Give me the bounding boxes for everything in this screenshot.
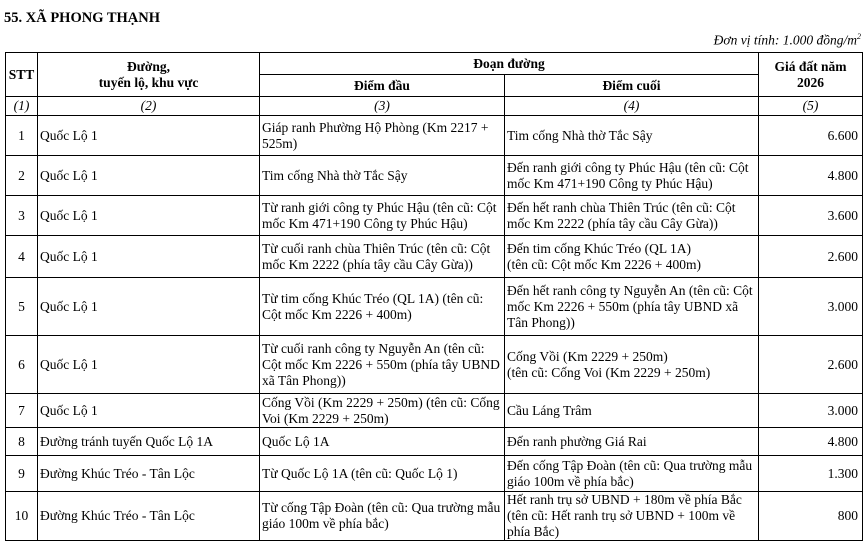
- row-start: Quốc Lộ 1A: [260, 428, 505, 456]
- index-cell: (3): [260, 97, 505, 116]
- header-stt: STT: [6, 53, 38, 97]
- row-start: Từ cuối ranh công ty Nguyễn An (tên cũ: Cột mốc Km 2226 + 550m (phía tây UBND xã Tân Phong)): [260, 336, 505, 394]
- index-cell: (1): [6, 97, 38, 116]
- row-road: Đường Khúc Tréo - Tân Lộc: [38, 456, 260, 492]
- row-road: Đường tránh tuyến Quốc Lộ 1A: [38, 428, 260, 456]
- row-stt: 7: [6, 394, 38, 428]
- row-stt: 1: [6, 116, 38, 156]
- row-end: Đến cống Tập Đoàn (tên cũ: Qua trường mẫu giáo 100m về phía bắc): [505, 456, 759, 492]
- row-start: Từ cuối ranh chùa Thiên Trúc (tên cũ: Cột mốc Km 2222 (phía tây cầu Cây Gừa)): [260, 236, 505, 278]
- section-heading: 55. XÃ PHONG THẠNH: [4, 10, 161, 26]
- row-price: 2.600: [759, 336, 863, 394]
- row-end: Hết ranh trụ sở UBND + 180m về phía Bắc (tên cũ: Hết ranh trụ sở UBND + 100m về phía Bắc): [505, 492, 759, 541]
- row-start: Từ ranh giới công ty Phúc Hậu (tên cũ: Cột mốc Km 471+190 Công ty Phúc Hậu): [260, 196, 505, 236]
- row-end: Đến hết ranh công ty Nguyễn An (tên cũ: Cột mốc Km 2226 + 550m (phía tây UBND xã Tân Phong)): [505, 278, 759, 336]
- row-stt: 4: [6, 236, 38, 278]
- row-stt: 5: [6, 278, 38, 336]
- row-road: Quốc Lộ 1: [38, 196, 260, 236]
- table-row: [6, 156, 863, 196]
- row-start: Cống Vồi (Km 2229 + 250m) (tên cũ: Cống Voi (Km 2229 + 250m): [260, 394, 505, 428]
- row-road: Quốc Lộ 1: [38, 156, 260, 196]
- index-cell: (5): [759, 97, 863, 116]
- row-price: 4.800: [759, 156, 863, 196]
- table-row: [6, 456, 863, 492]
- row-road: Quốc Lộ 1: [38, 236, 260, 278]
- row-end: Đến hết ranh chùa Thiên Trúc (tên cũ: Cột mốc Km 2222 (phía tây cầu Cây Gừa)): [505, 196, 759, 236]
- row-road: Quốc Lộ 1: [38, 394, 260, 428]
- header-end: Điểm cuối: [505, 75, 759, 97]
- row-stt: 9: [6, 456, 38, 492]
- header-segment: Đoạn đường: [260, 53, 759, 75]
- row-end: Cầu Láng Trâm: [505, 394, 759, 428]
- table-row: [6, 116, 863, 156]
- row-stt: 10: [6, 492, 38, 541]
- table-row: [6, 196, 863, 236]
- table-row: [6, 236, 863, 278]
- row-price: 3.000: [759, 394, 863, 428]
- index-row: [6, 97, 863, 116]
- row-price: 1.300: [759, 456, 863, 492]
- header-start: Điểm đầu: [260, 75, 505, 97]
- row-end: Đến ranh giới công ty Phúc Hậu (tên cũ: Cột mốc Km 471+190 Công ty Phúc Hậu): [505, 156, 759, 196]
- unit-note: Đơn vị tính: 1.000 đồng/$m^2$: [713, 32, 861, 48]
- table-row: [6, 336, 863, 394]
- table-row: [6, 428, 863, 456]
- land-price-table: [5, 52, 863, 541]
- row-stt: 3: [6, 196, 38, 236]
- table-row: [6, 278, 863, 336]
- row-start: Từ cống Tập Đoàn (tên cũ: Qua trường mẫu giáo 100m về phía bắc): [260, 492, 505, 541]
- header-road: Đường, tuyến lộ, khu vực: [38, 53, 260, 97]
- row-price: 3.000: [759, 278, 863, 336]
- row-end: Đến tim cống Khúc Tréo (QL 1A) (tên cũ: Cột mốc Km 2226 + 400m): [505, 236, 759, 278]
- row-road: Quốc Lộ 1: [38, 336, 260, 394]
- index-cell: (2): [38, 97, 260, 116]
- row-price: 3.600: [759, 196, 863, 236]
- row-price: 6.600: [759, 116, 863, 156]
- row-price: 2.600: [759, 236, 863, 278]
- table-row: [6, 492, 863, 541]
- table-row: [6, 394, 863, 428]
- row-stt: 2: [6, 156, 38, 196]
- row-end: Tim cống Nhà thờ Tắc Sậy: [505, 116, 759, 156]
- row-end: Cống Vồi (Km 2229 + 250m) (tên cũ: Cống Voi (Km 2229 + 250m): [505, 336, 759, 394]
- row-stt: 6: [6, 336, 38, 394]
- row-road: Quốc Lộ 1: [38, 116, 260, 156]
- row-stt: 8: [6, 428, 38, 456]
- row-end: Đến ranh phường Giá Rai: [505, 428, 759, 456]
- header-price: Giá đất năm 2026: [759, 53, 863, 97]
- row-price: 800: [759, 492, 863, 541]
- row-start: Giáp ranh Phường Hộ Phòng (Km 2217 + 525m): [260, 116, 505, 156]
- row-road: Quốc Lộ 1: [38, 278, 260, 336]
- row-price: 4.800: [759, 428, 863, 456]
- row-road: Đường Khúc Tréo - Tân Lộc: [38, 492, 260, 541]
- row-start: Từ tim cống Khúc Tréo (QL 1A) (tên cũ: Cột mốc Km 2226 + 400m): [260, 278, 505, 336]
- row-start: Tim cống Nhà thờ Tắc Sậy: [260, 156, 505, 196]
- index-cell: (4): [505, 97, 759, 116]
- row-start: Từ Quốc Lộ 1A (tên cũ: Quốc Lộ 1): [260, 456, 505, 492]
